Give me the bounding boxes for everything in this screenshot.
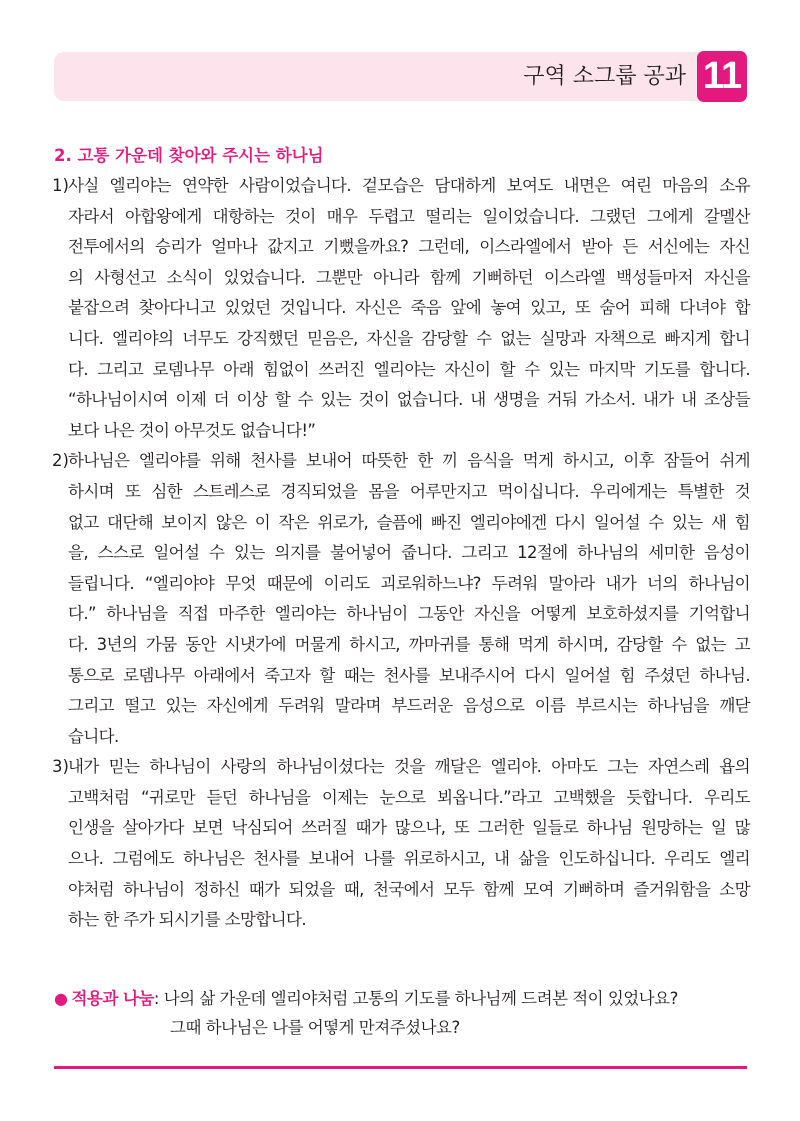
- paragraph-line: 니다. 엘리야의 너무도 강직했던 믿음은, 자신을 감당할 수 없는 실망과 자책으로 빠지게 합니: [68, 328, 750, 348]
- paragraph-line: 야처럼 하나님이 정하신 때가 되었을 때, 천국에서 모두 함께 모여 기뻐하며 즐거워함을 소망: [68, 879, 750, 899]
- paragraph-line: 붙잡으려 찾아다니고 있었던 것입니다. 자신은 죽음 앞에 놓여 있고, 또 숨어 피해 다녀야 합: [68, 298, 750, 318]
- paragraph-line: 하시며 또 심한 스트레스로 경직되었을 몸을 어루만지고 먹이십니다. 우리에게는 특별한 것: [68, 481, 750, 501]
- paragraph-line: 의 사형선고 소식이 있었습니다. 그뿐만 아니라 함께 기뻐하던 이스라엘 백성들마저 자신을: [68, 267, 750, 287]
- lesson-number-badge: 11: [697, 51, 747, 102]
- page-title: 구역 소그룹 공과: [523, 64, 686, 89]
- application-row-1: [54, 984, 750, 1013]
- paragraph-line: 자라서 아합왕에게 대항하는 것이 매우 두렵고 떨리는 일이었습니다. 그랬던 그에게 갈멜산: [68, 206, 750, 226]
- application-colon: :: [153, 989, 164, 1008]
- paragraph-line: 으나. 그럼에도 하나님은 천사를 보내어 나를 위로하시고, 내 삶을 인도하십니다. 우리도 엘리: [68, 849, 750, 869]
- paragraph-line: 하나님은 엘리야를 위해 천사를 보내어 따뜻한 한 끼 음식을 먹게 하시고, 이후 잠들어 쉬게: [68, 451, 750, 471]
- footer-divider: [54, 1066, 747, 1069]
- application-row-2: [54, 1013, 750, 1042]
- paragraph-line: 보다 나은 것이 아무것도 없습니다!”: [68, 420, 316, 440]
- paragraph-line: 고백처럼 “귀로만 듣던 하나님을 이제는 눈으로 뵈옵니다.”라고 고백했을 듯합니다. 우리도: [68, 787, 750, 807]
- paragraph-line: 하는 한 주가 되시기를 소망합니다.: [68, 910, 306, 930]
- paragraph-line: 통으로 로뎀나무 아래에서 죽고자 할 때는 천사를 보내주시어 다시 일어설 힘 주셨던 하나님.: [68, 665, 750, 685]
- paragraph-line: 인생을 살아가다 보면 낙심되어 쓰러질 때가 많으나, 또 그러한 일들로 하나님 원망하는 일 많: [68, 818, 750, 838]
- paragraph-line: “하나님이시여 이제 더 이상 할 수 있는 것이 없습니다. 내 생명을 거둬 가소서. 내가 내 조상들: [68, 390, 750, 410]
- paragraph-line: 다.” 하나님을 직접 마주한 엘리야는 하나님이 그동안 자신을 어떻게 보호하셨지를 기억합니: [68, 604, 750, 624]
- paragraph-line: 없고 대단해 보이지 않은 이 작은 위로가, 슬픔에 빠진 엘리야에겐 다시 일어설 수 있는 새 힘: [68, 512, 750, 532]
- application-question-1: 나의 삶 가운데 엘리야처럼 고통의 기도를 하나님께 드려본 적이 있었나요?: [163, 989, 678, 1008]
- paragraph-line: 을, 스스로 일어설 수 있는 의지를 불어넣어 줍니다. 그리고 12절에 하나님의 세미한 음성이: [68, 543, 750, 563]
- paragraph-line: 그리고 떨고 있는 자신에게 두려워 말라며 부드러운 음성으로 이름 부르시는 하나님을 깨닫: [68, 696, 750, 716]
- paragraph-list: [54, 171, 750, 936]
- application-label: 적용과 나눔: [71, 989, 154, 1008]
- paragraph-number: 1): [52, 176, 69, 195]
- paragraph-number: 3): [52, 757, 69, 777]
- application-section: [54, 984, 750, 1042]
- paragraph: [54, 752, 750, 936]
- main-content: [54, 141, 750, 936]
- paragraph-line: 다. 그리고 로뎀나무 아래 힘없이 쓰러진 엘리야는 자신이 할 수 있는 마지막 기도를 합니다.: [68, 359, 750, 379]
- paragraph-line: 습니다.: [68, 726, 119, 746]
- application-question-2: 그때 하나님은 나를 어떻게 만져주셨나요?: [170, 1018, 460, 1037]
- header-bar: [54, 52, 700, 101]
- section-title: 2. 고통 가운데 찾아와 주시는 하나님: [54, 146, 324, 165]
- paragraph-number: 2): [52, 451, 69, 471]
- paragraph-line: 들립니다. “엘리야야 무엇 때문에 이리도 괴로워하느냐? 두려워 말아라 내가 너의 하나님이: [68, 573, 750, 593]
- paragraph: [54, 171, 750, 446]
- paragraph-line: 내가 믿는 하나님이 사랑의 하나님이셨다는 것을 깨달은 엘리야. 아마도 그는 자연스레 욥의: [68, 757, 750, 777]
- paragraph: [54, 446, 750, 752]
- paragraph-line: 전투에서의 승리가 얼마나 값지고 기뻤을까요? 그런데, 이스라엘에서 받아 든 서신에는 자신: [68, 237, 750, 257]
- paragraph-line: 사실 엘리야는 연약한 사람이었습니다. 겉모습은 담대하게 보여도 내면은 여린 마음의 소유: [68, 176, 750, 195]
- bullet-icon: ●: [54, 989, 68, 1008]
- paragraph-line: 다. 3년의 가뭄 동안 시냇가에 머물게 하시고, 까마귀를 통해 먹게 하시며, 감당할 수 없는 고: [68, 634, 750, 654]
